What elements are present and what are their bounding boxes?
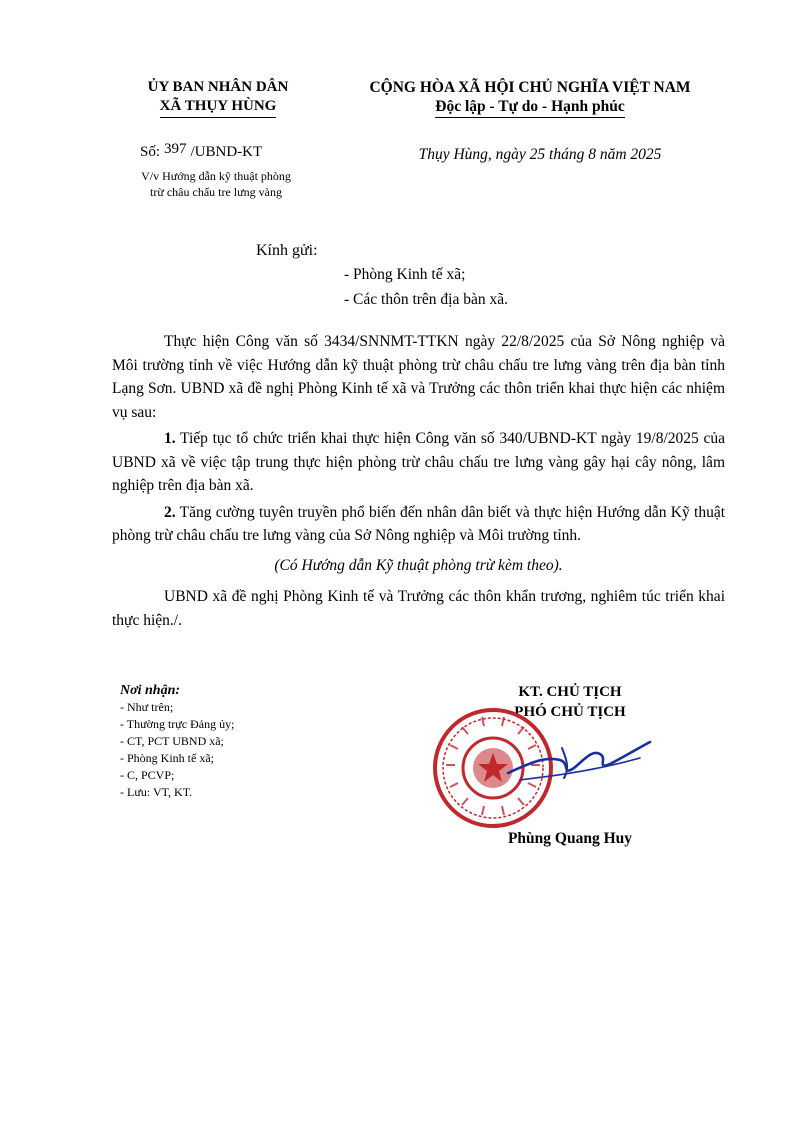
recipient-item: - Lưu: VT, KT.	[120, 785, 193, 799]
signer-title-line-2: PHÓ CHỦ TỊCH	[514, 704, 626, 720]
recipient-item: - Phòng Kinh tế xã;	[120, 751, 214, 765]
nation-line-2: Độc lập - Tự do - Hạnh phúc	[435, 97, 624, 118]
signer-title-line-1: KT. CHỦ TỊCH	[518, 684, 622, 700]
addressee-item: - Các thôn trên địa bàn xã.	[344, 291, 508, 308]
intro-paragraph: Thực hiện Công văn số 3434/SNNMT-TTKN ngày 22/8/2025 của Sở Nông nghiệp và Môi trường tỉnh về việc Hướng dẫn kỹ thuật phòng trừ châu chấu tre lưng vàng trên địa bàn tỉnh Lạng Sơn. UBND xã đề nghị Phòng Kinh tế xã và Trưởng các thôn triển khai thực hiện các nhiệm vụ sau:	[112, 333, 725, 421]
task-number-1: 1.	[164, 430, 176, 447]
signer-name: Phùng Quang Huy	[507, 830, 633, 847]
authority-line-1: ỦY BAN NHÂN DÂN	[147, 79, 289, 95]
recipients-title: Nơi nhận:	[120, 683, 181, 698]
subject-line-1: V/v Hướng dẫn kỹ thuật phòng	[141, 169, 291, 183]
issuing-authority	[118, 78, 318, 118]
recipients-block	[120, 682, 234, 801]
document-body	[112, 330, 725, 635]
doc-number-prefix: Số:	[140, 144, 161, 160]
doc-number-suffix: /UBND-KT	[190, 144, 263, 160]
task-item-2	[112, 501, 725, 548]
recipient-item: - C, PCVP;	[120, 768, 175, 782]
recipient-item: - Thường trực Đảng ủy;	[120, 717, 235, 731]
task-item-1	[112, 427, 725, 498]
addressee-label: Kính gửi:	[256, 242, 318, 259]
authority-line-2: XÃ THỤY HÙNG	[160, 97, 277, 118]
attachment-note: (Có Hướng dẫn Kỹ thuật phòng trừ kèm theo).	[274, 556, 563, 574]
document-subject	[116, 168, 316, 200]
addressee-list	[344, 262, 508, 312]
nation-line-1: CỘNG HÒA XÃ HỘI CHỦ NGHĨA VIỆT NAM	[369, 79, 691, 96]
task-text-1: Tiếp tục tổ chức triển khai thực hiện Công văn số 340/UBND-KT ngày 19/8/2025 của UBND xã về việc tập trung thực hiện phòng trừ châu chấu tre lưng vàng gây hại cây nông, lâm nghiệp trên địa bàn xã.	[112, 430, 725, 494]
recipient-item: - CT, PCT UBND xã;	[120, 734, 224, 748]
date-line: Thụy Hùng, ngày 25 tháng 8 năm 2025	[418, 146, 662, 163]
task-text-2: Tăng cường tuyên truyền phổ biến đến nhân dân biết và thực hiện Hướng dẫn Kỹ thuật phòng trừ châu chấu tre lưng vàng của Sở Nông nghiệp và Môi trường tỉnh.	[112, 503, 725, 544]
task-number-2: 2.	[164, 503, 176, 521]
addressee-item: - Phòng Kinh tế xã;	[344, 266, 466, 283]
doc-number-value: 397	[164, 141, 187, 157]
handwritten-signature-icon	[500, 728, 660, 788]
subject-line-2: trừ châu chấu tre lưng vàng	[150, 185, 282, 199]
closing-paragraph: UBND xã đề nghị Phòng Kinh tế và Trưởng các thôn khẩn trương, nghiêm túc triển khai thực hiện./.	[112, 588, 725, 629]
national-motto	[334, 78, 726, 118]
recipient-item: - Như trên;	[120, 700, 174, 714]
document-number	[140, 141, 263, 161]
